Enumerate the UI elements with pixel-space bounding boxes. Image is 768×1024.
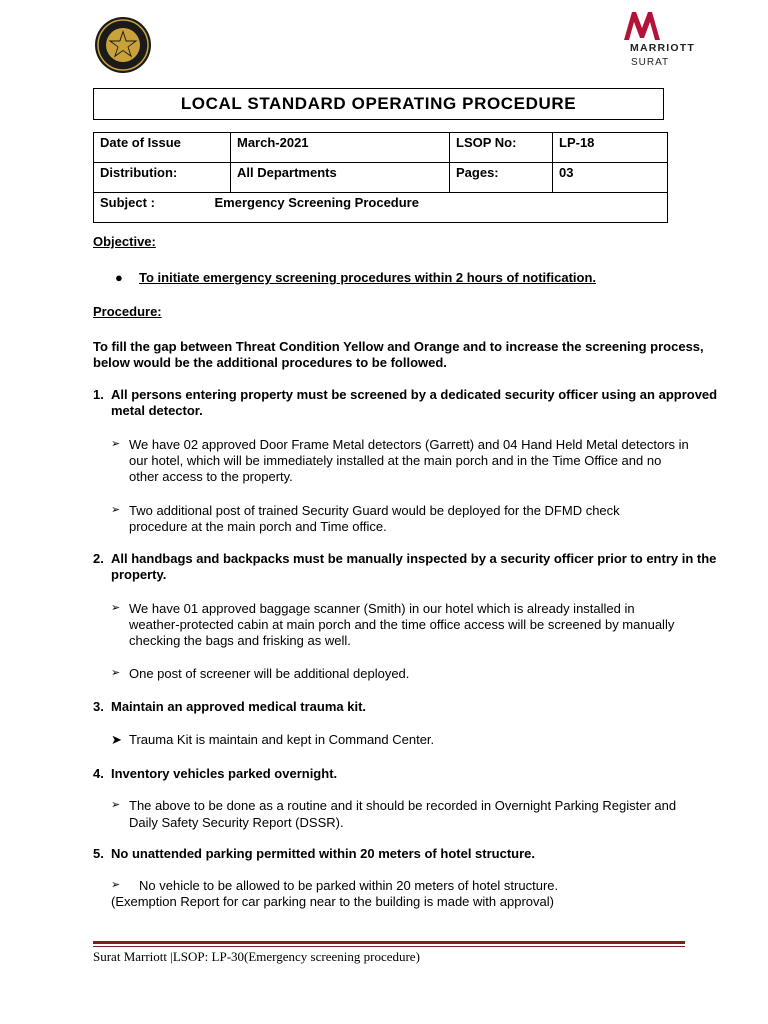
subject-value: Emergency Screening Procedure: [214, 195, 419, 210]
subject-label: Subject :: [100, 195, 155, 210]
marriott-surat-logo: [616, 6, 696, 72]
item-1-sub-1-line-3: other access to the property.: [129, 469, 293, 484]
table-row: [94, 193, 668, 223]
footer-rule-thin: [93, 946, 685, 947]
distribution-label: Distribution:: [94, 163, 231, 193]
bullet-icon: ●: [115, 270, 123, 285]
arrow-bullet-icon: ➢: [111, 879, 121, 891]
item-1-line-1: All persons entering property must be screened by a dedicated security officer using an approved: [111, 387, 718, 402]
pages-value: 03: [553, 163, 668, 193]
item-4-sub-line-2: Daily Safety Security Report (DSSR).: [129, 815, 344, 830]
arrow-bullet-icon: ➢: [111, 438, 121, 450]
procedure-intro-line-2: below would be the additional procedures to be followed.: [93, 355, 447, 370]
marriott-security-seal-logo: [94, 16, 152, 74]
item-4: Inventory vehicles parked overnight.: [111, 766, 338, 781]
footer-rule: [93, 941, 685, 944]
arrow-bullet-icon: ➤: [111, 732, 122, 747]
item-1-line-2: metal detector.: [111, 403, 203, 418]
date-label: Date of Issue: [94, 133, 231, 163]
footer-text: Surat Marriott |LSOP: LP-30(Emergency screening procedure): [93, 949, 420, 964]
arrow-bullet-icon: ➢: [111, 602, 121, 614]
item-2-sub-1-line-1: We have 01 approved baggage scanner (Smith) in our hotel which is already installed in: [129, 601, 635, 616]
arrow-bullet-icon: ➢: [111, 667, 121, 679]
marriott-m-icon: [622, 8, 662, 42]
table-row: [94, 133, 668, 163]
lsop-label: LSOP No:: [450, 133, 553, 163]
item-number: 3.: [93, 699, 104, 714]
item-number: 1.: [93, 387, 104, 402]
item-1-sub-1-line-2: our hotel, which will be immediately installed at the main porch and in the Time Office and no: [129, 453, 662, 468]
item-3: Maintain an approved medical trauma kit.: [111, 699, 367, 714]
item-2-line-2: property.: [111, 567, 167, 582]
document-title: LOCAL STANDARD OPERATING PROCEDURE: [93, 88, 664, 120]
procedure-heading: Procedure:: [93, 304, 162, 319]
arrow-bullet-icon: ➢: [111, 799, 121, 811]
item-number: 2.: [93, 551, 104, 566]
item-4-sub-line-1: The above to be done as a routine and it should be recorded in Overnight Parking Register and: [129, 798, 677, 813]
item-number: 5.: [93, 846, 104, 861]
item-2-sub-1-line-3: checking the bags and frisking as well.: [129, 633, 351, 648]
item-1-sub-2-line-1: Two additional post of trained Security Guard would be deployed for the DFMD check: [129, 503, 620, 518]
document-info-table: [93, 132, 668, 223]
item-number: 4.: [93, 766, 104, 781]
item-1-sub-1-line-1: We have 02 approved Door Frame Metal detectors (Garrett) and 04 Hand Held Metal detectors in: [129, 437, 689, 452]
item-3-sub: Trauma Kit is maintain and kept in Command Center.: [129, 732, 435, 747]
subject-cell: [94, 193, 668, 223]
pages-label: Pages:: [450, 163, 553, 193]
distribution-value: All Departments: [231, 163, 450, 193]
item-5-note: (Exemption Report for car parking near to the building is made with approval): [111, 894, 554, 909]
date-value: March-2021: [231, 133, 450, 163]
item-5: No unattended parking permitted within 20 meters of hotel structure.: [111, 846, 535, 861]
brand-name: MARRIOTT: [630, 42, 696, 54]
brand-city: SURAT: [631, 57, 670, 68]
objective-bullet: To initiate emergency screening procedures within 2 hours of notification.: [139, 270, 596, 285]
procedure-intro-line-1: To fill the gap between Threat Condition Yellow and Orange and to increase the screening process,: [93, 339, 704, 354]
item-2-sub-1-line-2: weather-protected cabin at main porch and the time office access will be screened by manually: [129, 617, 675, 632]
item-2-sub-2: One post of screener will be additional deployed.: [129, 666, 410, 681]
item-5-sub: No vehicle to be allowed to be parked within 20 meters of hotel structure.: [139, 878, 559, 893]
item-2-line-1: All handbags and backpacks must be manually inspected by a security officer prior to entry in the: [111, 551, 717, 566]
lsop-value: LP-18: [553, 133, 668, 163]
arrow-bullet-icon: ➢: [111, 504, 121, 516]
item-1-sub-2-line-2: procedure at the main porch and Time office.: [129, 519, 387, 534]
table-row: [94, 163, 668, 193]
objective-heading: Objective:: [93, 234, 156, 249]
